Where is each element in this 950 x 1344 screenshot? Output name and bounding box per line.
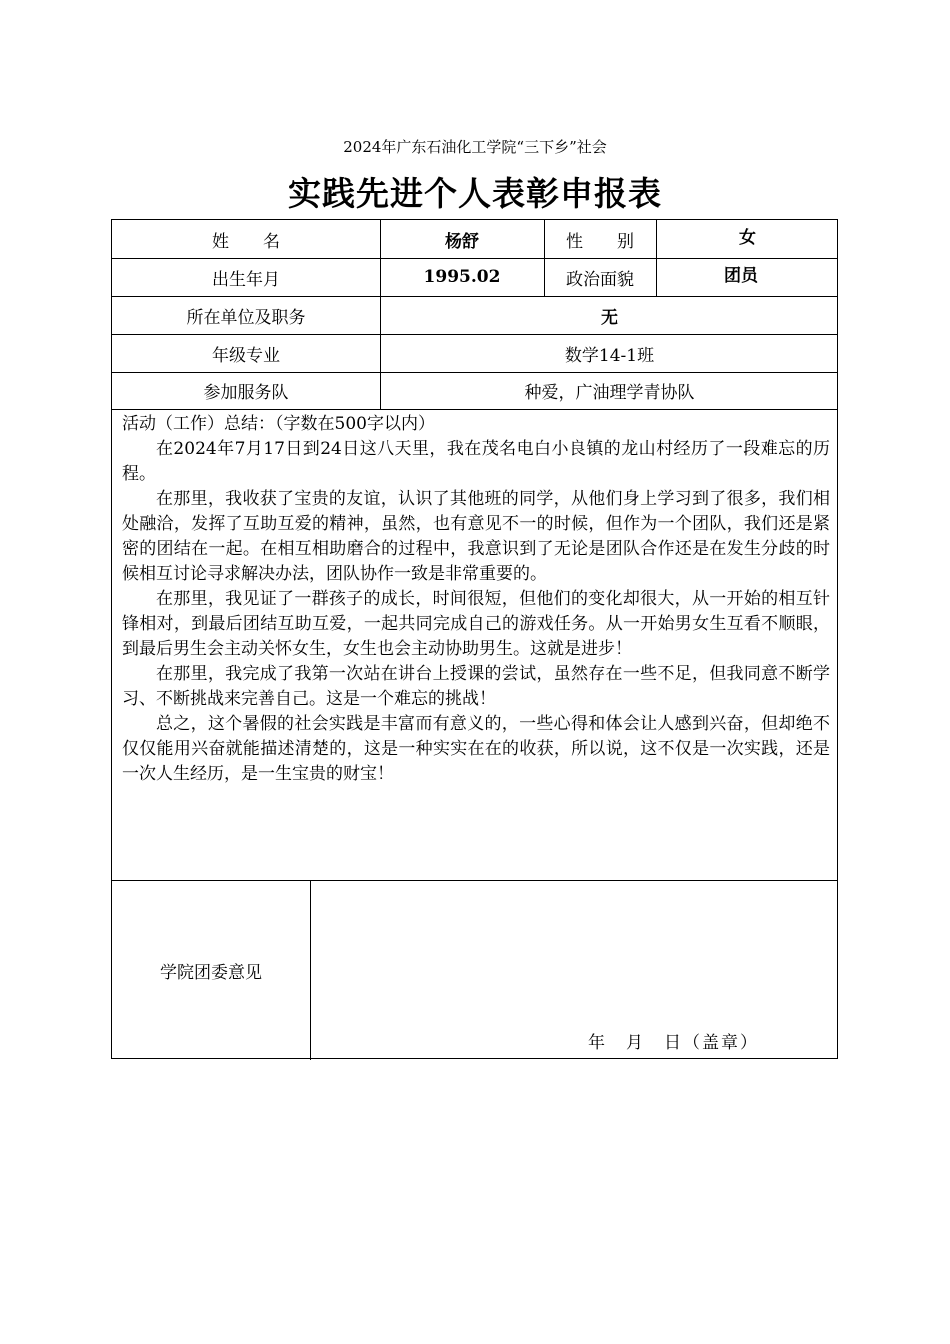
form-title: 实践先进个人表彰申报表	[288, 174, 662, 213]
form-subtitle: 2024年广东石油化工学院“三下乡”社会	[343, 138, 607, 156]
name-label: 姓 名	[212, 231, 280, 252]
team-label: 参加服务队	[203, 383, 289, 403]
column-divider	[310, 880, 311, 1060]
gender-label: 性 别	[566, 231, 634, 252]
unit-label: 所在单位及职务	[186, 307, 306, 328]
name-value: 杨舒	[445, 231, 479, 252]
political-value: 团员	[724, 265, 758, 286]
summary-paragraph: 在2024年7月17日到24日这八天里，我在茂名电白小良镇的龙山村经历了一段难忘的历程。	[122, 439, 830, 484]
date-stamp-line: 年 月 日（盖章）	[588, 1033, 759, 1053]
summary-paragraph: 在那里，我完成了我第一次站在讲台上授课的尝试，虽然存在一些不足，但我同意不断学习、不断挑战来完善自己。这是一个难忘的挑战！	[122, 664, 830, 709]
application-form-table	[111, 219, 838, 1059]
birth-value: 1995.02	[423, 267, 501, 287]
political-label: 政治面貌	[566, 269, 634, 290]
activity-summary	[122, 412, 830, 787]
summary-paragraph: 总之，这个暑假的社会实践是丰富而有意义的，一些心得和体会让人感到兴奋，但却绝不仅仅能用兴奋就能描述清楚的，这是一种实实在在的收获，所以说，这不仅是一次实践，还是一次人生经历，是一生宝贵的财宝！	[122, 714, 830, 784]
summary-paragraph: 在那里，我见证了一群孩子的成长，时间很短，但他们的变化却很大，从一开始的相互针锋相对，到最后团结互助互爱，一起共同完成自己的游戏任务。从一开始男女生互看不顺眼，到最后男生会主动关怀女生，女生也会主动协助男生。这就是进步！	[122, 589, 830, 659]
major-label: 年级专业	[212, 345, 280, 366]
summary-paragraph: 在那里，我收获了宝贵的友谊，认识了其他班的同学，从他们身上学习到了很多，我们相处融洽，发挥了互助互爱的精神，虽然，也有意见不一的时候，但作为一个团队，我们还是紧密的团结在一起。在相互相助磨合的过程中，我意识到了无论是团队合作还是在发生分歧的时候相互讨论寻求解决办法，团队协作一致是非常重要的。	[122, 489, 830, 584]
committee-opinion-label: 学院团委意见	[160, 962, 262, 983]
team-value: 种爱，广油理学青协队	[524, 383, 695, 403]
gender-value: 女	[739, 227, 756, 248]
major-value: 数学14-1班	[564, 345, 655, 366]
birth-label: 出生年月	[212, 269, 280, 290]
row-divider	[112, 409, 837, 410]
summary-heading: 活动（工作）总结：（字数在500字以内）	[122, 414, 435, 434]
unit-value: 无	[601, 307, 618, 328]
